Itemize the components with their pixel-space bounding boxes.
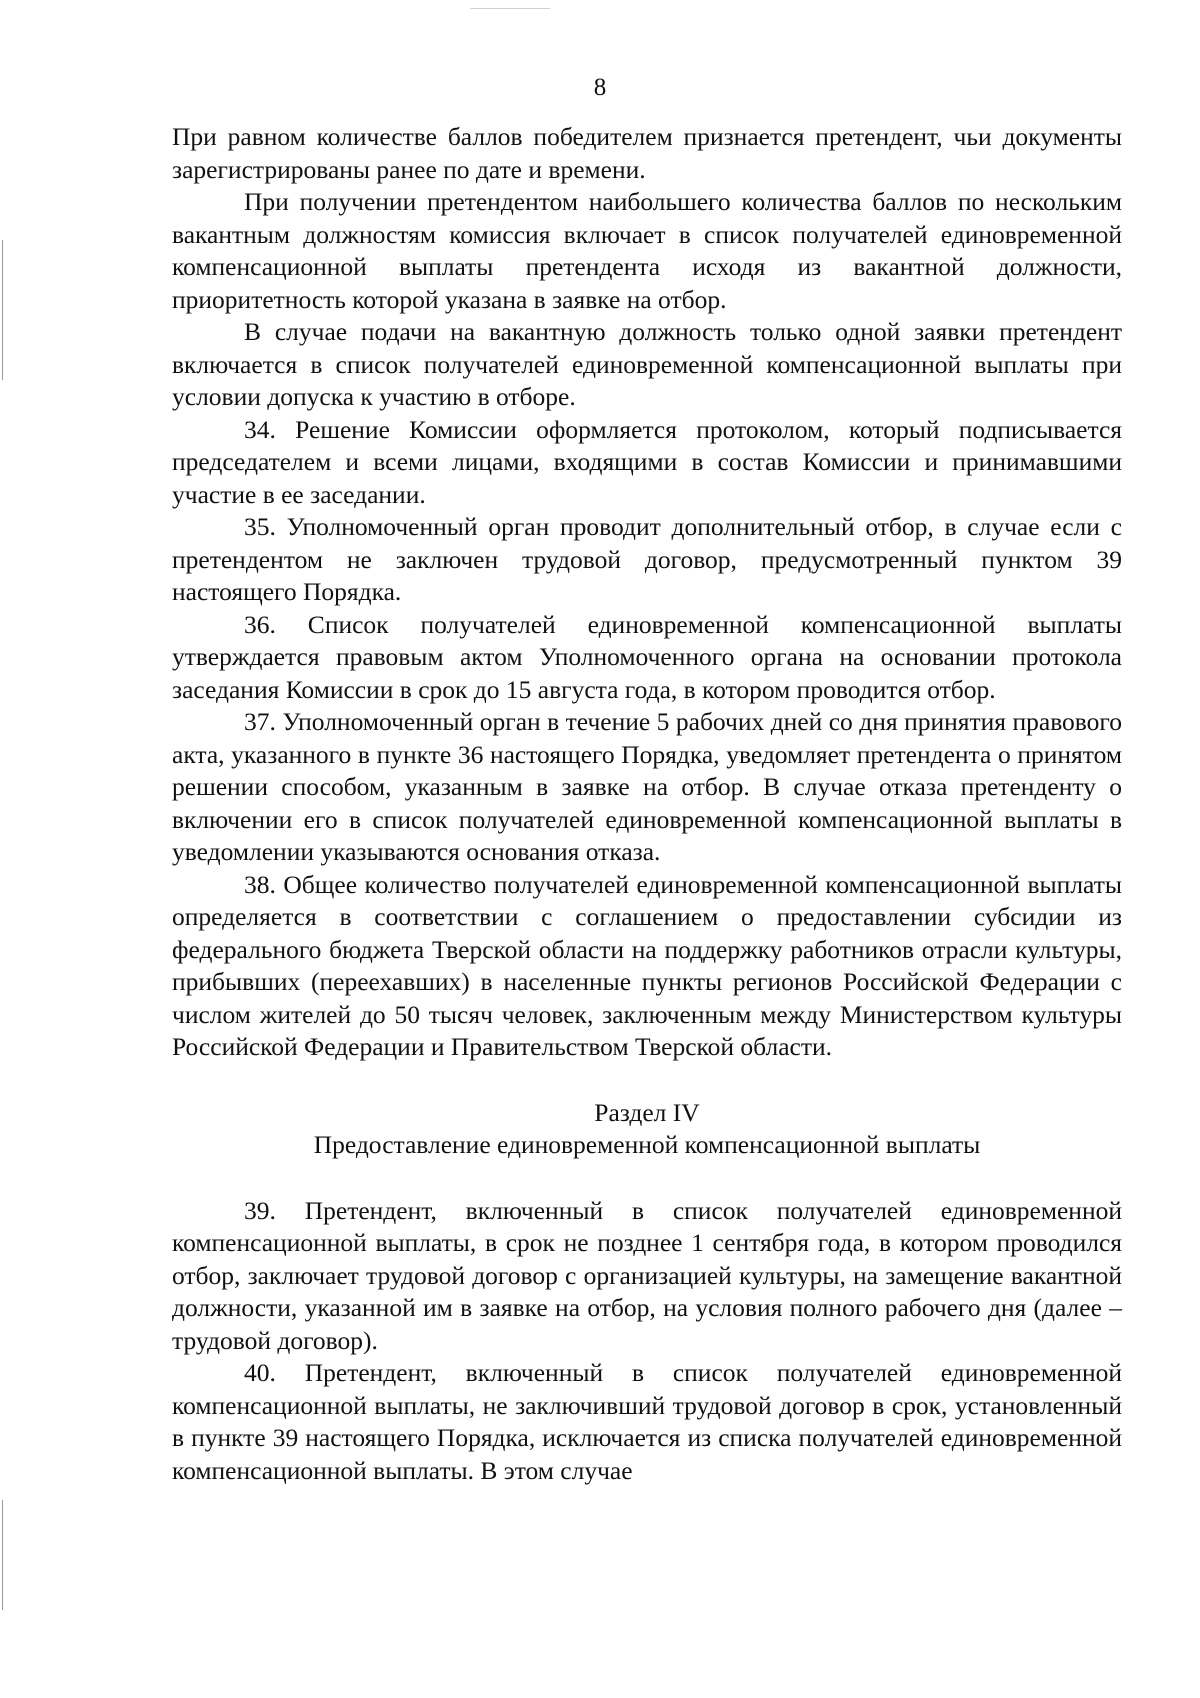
paragraph-36: 36. Список получателей единовременной компенсационной выплаты утверждается правовым актом Уполномоченного органа на основании протокола заседания Комиссии в срок до 15 августа года, в котором проводится отбор. xyxy=(172,609,1122,704)
section-label: Раздел IV xyxy=(594,1097,700,1127)
paragraph: В случае подачи на вакантную должность только одной заявки претендент включается в список получателей единовременной компенсационной выплаты при условии допуска к участию в отборе. xyxy=(172,317,1122,411)
paragraph: При получении претендентом наибольшего количества баллов по нескольким вакантным должностям комиссия включает в список получателей единовременной компенсационной выплаты претендента исходя из вакантной должности, приоритетность которой указана в заявке на отбор. xyxy=(172,187,1122,314)
scan-mark-top xyxy=(470,8,550,9)
paragraph-37: 37. Уполномоченный орган в течение 5 рабочих дней со дня принятия правового акта, указанного в пункте 36 настоящего Порядка, уведомляет претендента о принятом решении способом, указанным в заявке на отбор. В случае отказа претенденту о включении его в список получателей единовременной компенсационной выплаты в уведомлении указываются основания отказа. xyxy=(172,707,1122,866)
paragraph-34: 34. Решение Комиссии оформляется протоколом, который подписывается председателем и всеми лицами, входящими в состав Комиссии и принимавшими участие в ее заседании. xyxy=(172,414,1122,509)
paragraph-38: 38. Общее количество получателей единовременной компенсационной выплаты определяется в соответствии с соглашением о предоставлении субсидии из федерального бюджета Тверской области на поддержку работников отрасли культуры, прибывших (переехавших) в населенные пункты регионов Российской Федерации с числом жителей до 50 тысяч человек, заключенным между Министерством культуры Российской Федерации и Правительством Тверской области. xyxy=(172,869,1122,1061)
document-body xyxy=(172,121,1122,1487)
section-title: Предоставление единовременной компенсационной выплаты xyxy=(313,1130,981,1159)
scan-mark-left xyxy=(2,240,3,380)
paragraph-39: 39. Претендент, включенный в список получателей единовременной компенсационной выплаты, в срок не позднее 1 сентября года, в котором проводился отбор, заключает трудовой договор с организацией культуры, на замещение вакантной должности, указанной им в заявке на отбор, на условия полного рабочего дня (далее – трудовой договор). xyxy=(172,1195,1122,1355)
scan-mark-left-lower xyxy=(2,1500,3,1610)
heading-spacer xyxy=(172,1162,1122,1195)
page-number: 8 xyxy=(593,74,607,101)
paragraph-35: 35. Уполномоченный орган проводит дополнительный отбор, в случае если с претендентом не заключен трудовой договор, предусмотренный пунктом 39 настоящего Порядка. xyxy=(172,512,1122,606)
paragraph: При равном количестве баллов победителем признается претендент, чьи документы зарегистрированы ранее по дате и времени. xyxy=(172,122,1122,184)
paragraph-40: 40. Претендент, включенный в список получателей единовременной компенсационной выплаты, не заключивший трудовой договор в срок, установленный в пункте 39 настоящего Порядка, исключается из списка получателей единовременной компенсационной выплаты. В этом случае xyxy=(172,1358,1122,1485)
